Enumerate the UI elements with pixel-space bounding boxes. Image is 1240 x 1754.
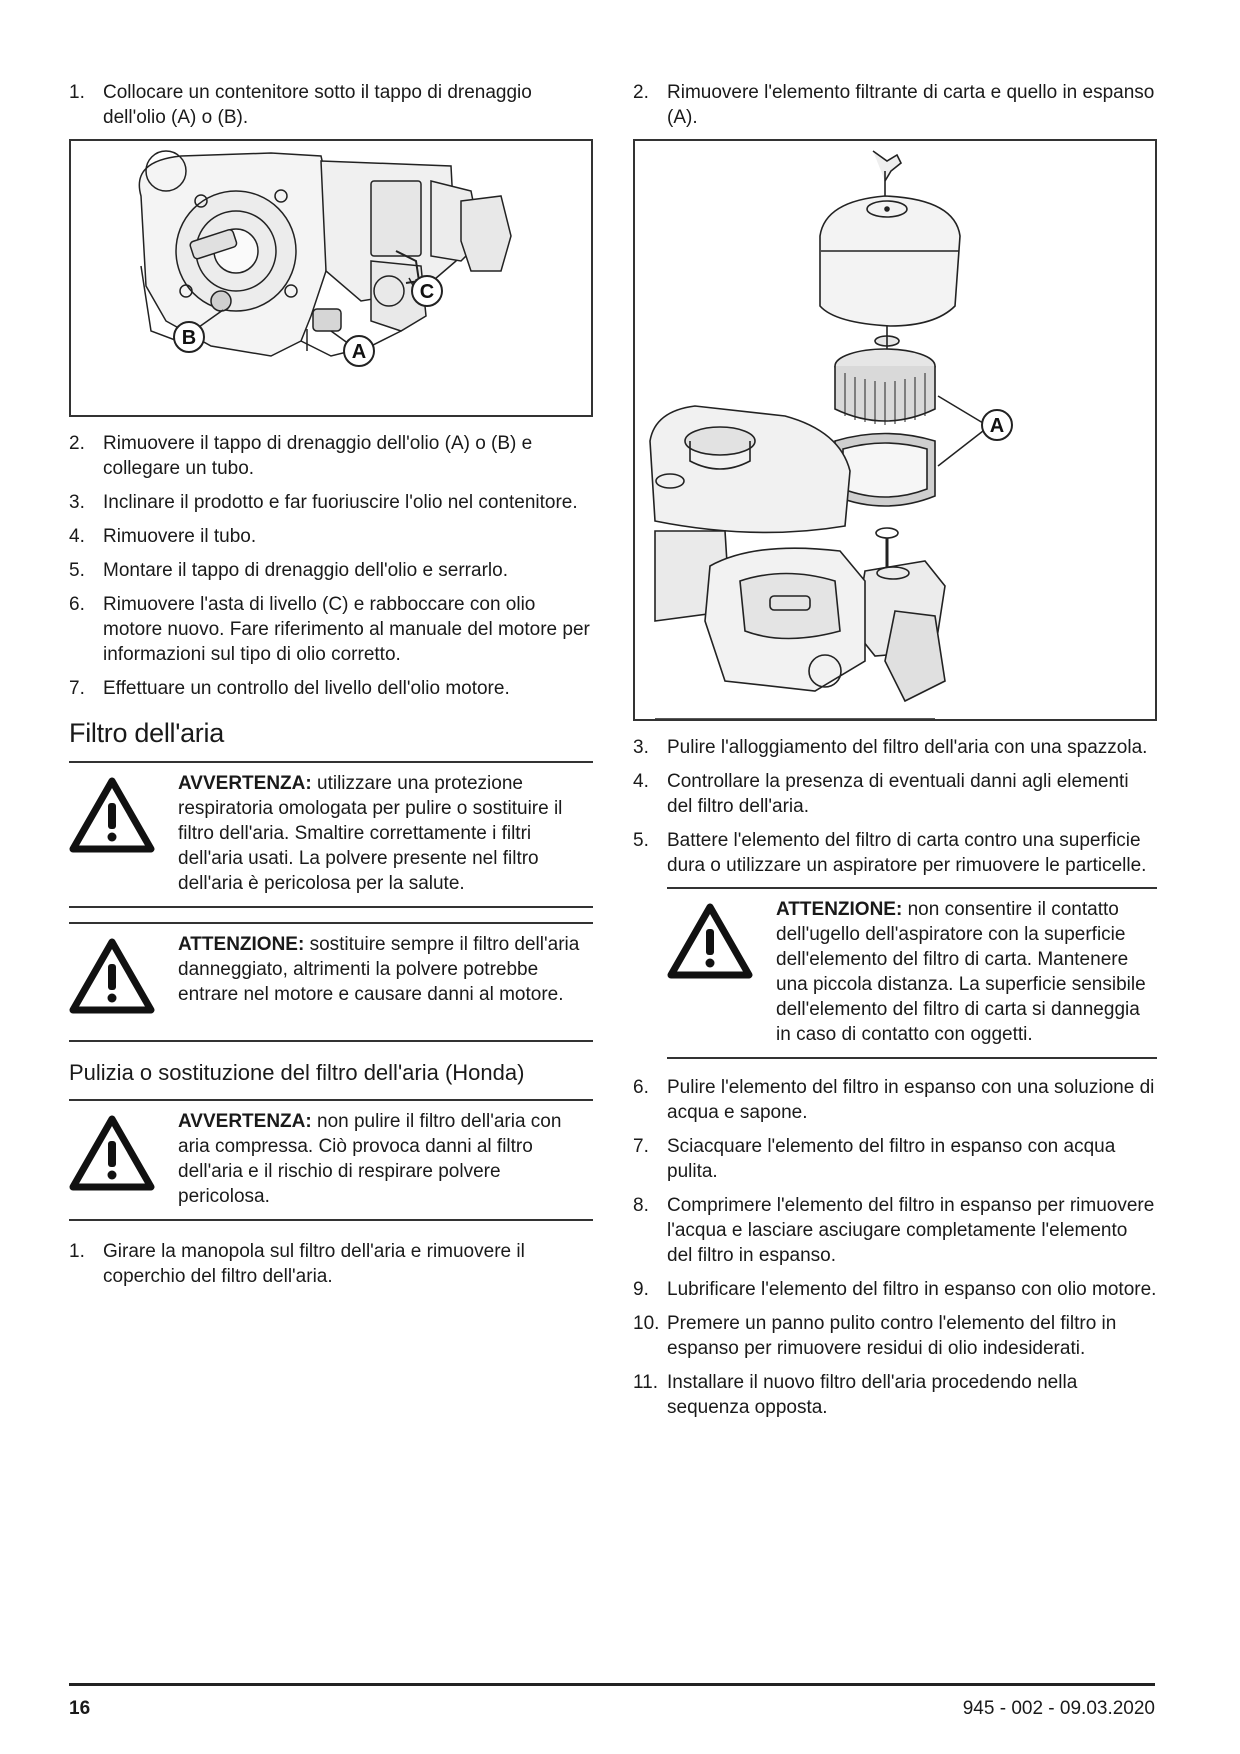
step-text: Sciacquare l'elemento del filtro in espanso con acqua pulita. (667, 1136, 1116, 1182)
warning-triangle-icon (667, 903, 753, 979)
step-number: 1. (69, 82, 85, 103)
list-item (633, 1075, 1157, 1125)
air-filter-illustration (635, 141, 1155, 719)
step-number: 5. (633, 830, 649, 851)
engine-illustration (71, 141, 591, 415)
step-text: Montare il tappo di drenaggio dell'olio e serrarlo. (103, 560, 508, 581)
step-text: Inclinare il prodotto e far fuoriuscire l'olio nel contenitore. (103, 492, 578, 513)
step-number: 4. (69, 526, 85, 547)
step-text: Rimuovere il tappo di drenaggio dell'olio (A) o (B) e collegare un tubo. (103, 433, 533, 479)
step-text: Pulire l'alloggiamento del filtro dell'aria con una spazzola. (667, 737, 1148, 758)
list-item (69, 558, 593, 583)
step-number: 9. (633, 1279, 649, 1300)
step-list (633, 735, 1157, 878)
subsection-title: Pulizia o sostituzione del filtro dell'aria (Honda) (69, 1060, 525, 1085)
warning-notice (69, 761, 593, 908)
callout-c: C (419, 281, 435, 303)
step-number: 7. (633, 1136, 649, 1157)
warning-triangle-icon (69, 1115, 155, 1191)
step-number: 10. (633, 1313, 660, 1334)
step-number: 6. (633, 1077, 649, 1098)
step-list (69, 1239, 593, 1289)
step-number: 1. (69, 1241, 85, 1262)
page-number: 16 (69, 1698, 91, 1719)
step-text: Pulire l'elemento del filtro in espanso con una soluzione di acqua e sapone. (667, 1077, 1155, 1123)
list-item (69, 524, 593, 549)
footer-rule (69, 1683, 1155, 1686)
list-item (633, 735, 1157, 760)
list-item (633, 1193, 1157, 1268)
step-text: Rimuovere l'elemento filtrante di carta e quello in espanso (A). (667, 82, 1155, 128)
list-item (633, 80, 1157, 130)
callout-b: B (181, 327, 197, 349)
step-number: 2. (633, 82, 649, 103)
step-list (633, 80, 1157, 130)
callout-a: A (351, 341, 367, 363)
step-text: Rimuovere il tubo. (103, 526, 257, 547)
step-text: Installare il nuovo filtro dell'aria procedendo nella sequenza opposta. (667, 1372, 1078, 1418)
step-text: Comprimere l'elemento del filtro in espanso per rimuovere l'acqua e lasciare asciugare completamente l'elemento del filtro in espanso. (667, 1195, 1155, 1266)
list-item (633, 1370, 1157, 1420)
list-item (633, 769, 1157, 819)
notice-text: non pulire il filtro dell'aria con aria compressa. Ciò provoca danni al filtro dell'aria e il rischio di respirare polvere pericolosa. (178, 1111, 562, 1207)
step-list (69, 431, 593, 701)
list-item (69, 1239, 593, 1289)
step-text: Battere l'elemento del filtro di carta contro una superficie dura o utilizzare un aspiratore per rimuovere le particelle. (667, 830, 1147, 876)
notice-text: utilizzare una protezione respiratoria omologata per pulire o sostituire il filtro dell'aria. Smaltire correttamente i filtri dell'aria usati. La polvere presente nel filtro dell'aria è pericolosa per la salute. (178, 773, 563, 894)
right-column (633, 80, 1157, 1429)
caution-notice (69, 922, 593, 1042)
step-text: Controllare la presenza di eventuali danni agli elementi del filtro dell'aria. (667, 771, 1129, 817)
step-number: 3. (633, 737, 649, 758)
air-filter-exploded-figure (633, 139, 1157, 721)
caution-notice (667, 887, 1157, 1059)
notice-label: AVVERTENZA: (178, 773, 312, 794)
engine-oil-drain-figure (69, 139, 593, 417)
step-number: 8. (633, 1195, 649, 1216)
step-text: Girare la manopola sul filtro dell'aria e rimuovere il coperchio del filtro dell'aria. (103, 1241, 525, 1287)
step-text: Premere un panno pulito contro l'elemento del filtro in espanso per rimuovere residui di olio indesiderati. (667, 1313, 1117, 1359)
step-text: Lubrificare l'elemento del filtro in espanso con olio motore. (667, 1279, 1157, 1300)
list-item (69, 490, 593, 515)
step-number: 11. (633, 1372, 659, 1393)
warning-notice (69, 1099, 593, 1221)
warning-triangle-icon (69, 938, 155, 1014)
list-item (633, 1134, 1157, 1184)
step-text: Effettuare un controllo del livello dell'olio motore. (103, 678, 510, 699)
step-list (633, 1075, 1157, 1420)
list-item (633, 1277, 1157, 1302)
step-number: 6. (69, 594, 85, 615)
step-list (69, 80, 593, 130)
list-item (69, 592, 593, 667)
notice-text: sostituire sempre il filtro dell'aria danneggiato, altrimenti la polvere potrebbe entrare nel motore e causare danni al motore. (178, 934, 580, 1005)
step-number: 7. (69, 678, 85, 699)
notice-label: AVVERTENZA: (178, 1111, 312, 1132)
step-number: 3. (69, 492, 85, 513)
callout-a: A (989, 415, 1005, 437)
step-number: 4. (633, 771, 649, 792)
section-title: Filtro dell'aria (69, 718, 224, 748)
step-text: Rimuovere l'asta di livello (C) e rabboccare con olio motore nuovo. Fare riferimento al manuale del motore per informazioni sul tipo di olio corretto. (103, 594, 590, 665)
list-item (633, 828, 1157, 878)
warning-triangle-icon (69, 777, 155, 853)
list-item (69, 431, 593, 481)
notice-label: ATTENZIONE: (776, 899, 903, 920)
list-item (69, 80, 593, 130)
document-id: 945 - 002 - 09.03.2020 (962, 1698, 1155, 1719)
left-column (69, 80, 593, 1298)
step-number: 5. (69, 560, 85, 581)
step-number: 2. (69, 433, 85, 454)
list-item (633, 1311, 1157, 1361)
notice-label: ATTENZIONE: (178, 934, 305, 955)
notice-text: non consentire il contatto dell'ugello dell'aspiratore con la superficie dell'elemento del filtro di carta. Mantenere una piccola distanza. La superficie sensibile dell'elemento del filtro di carta si danneggia in caso di contatto con oggetti. (776, 899, 1146, 1045)
step-text: Collocare un contenitore sotto il tappo di drenaggio dell'olio (A) o (B). (103, 82, 532, 128)
list-item (69, 676, 593, 701)
